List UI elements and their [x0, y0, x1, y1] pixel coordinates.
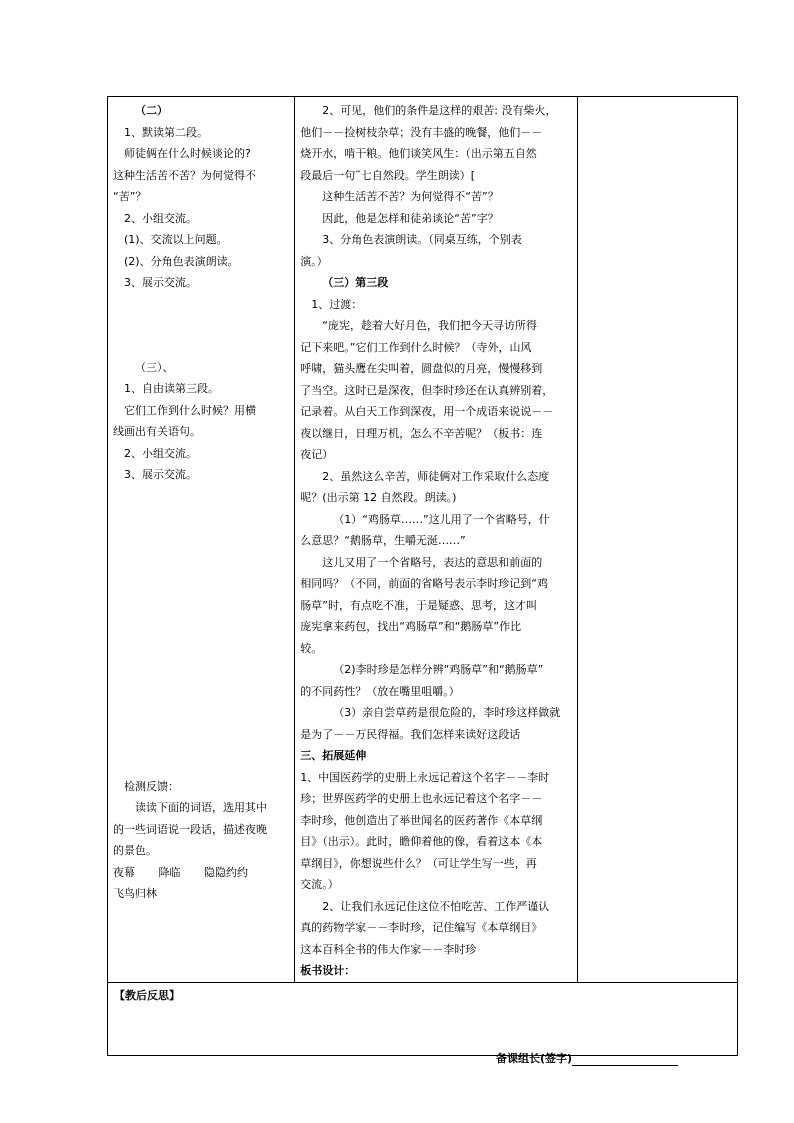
text-line: 师徒俩在什么时候谈论的? — [124, 147, 251, 160]
word-list — [113, 862, 289, 884]
text-line: 夜以继日，日理万机，怎么不辛苦呢？（板书：连 — [300, 426, 543, 440]
text-line: 的一些词语说一段话，描述夜晚 — [113, 822, 267, 836]
text-line: 草纲目》，你想说些什么？（可让学生写一些，再 — [300, 856, 537, 870]
text-line: 2、虽然这么辛苦，师徒俩对工作采取什么态度 — [322, 469, 550, 483]
text-line: 庞宪拿来药包，找出“鸡肠草”和“鹅肠草”作比 — [300, 620, 522, 633]
text-line: 这种生活苦不苦？为何觉得不 — [113, 168, 256, 182]
signature-line — [496, 1050, 678, 1066]
text-line: 是为了－－万民得福。我们怎样来读好这段话 — [300, 727, 521, 741]
notes-cell — [577, 97, 737, 983]
text-line: （2)李时珍是怎样分辨“鸡肠草”和“鹅肠草” — [333, 663, 544, 676]
text-line: 目》（出示）。此时，瞻仰着他的像，看着这本《本 — [300, 835, 543, 848]
text-line: 因此，他是怎样和徒弟谈论“苦”字？ — [322, 211, 499, 225]
reflection-heading: 【教后反思】 — [114, 988, 180, 1002]
text-line: 呼啸，猫头鹰在尖叫着，圆盘似的月亮，慢慢移到 — [300, 362, 543, 375]
section-heading: 三、拓展延伸 — [300, 749, 367, 762]
lesson-plan-table — [107, 96, 738, 1056]
text-line: 记录着。从白天工作到深夜，用一个成语来说说－－ — [300, 405, 554, 418]
text-line: 这种生活苦不苦？为何觉得不“苦”？ — [322, 190, 499, 203]
text-line: 的景色。 — [113, 844, 157, 857]
word-item: 隐隐约约 — [204, 865, 248, 879]
text-line: 记下来吧。”它们工作到什么时候？（寺外，山风 — [300, 340, 532, 354]
text-line: 1、中国医药学的史册上永远记着这个名字－－李时 — [300, 770, 550, 784]
text-line: 交流。） — [300, 878, 339, 891]
text-line: 的不同药性？（放在嘴里咀嚼。） — [300, 684, 460, 698]
text-line: “苦”？ — [113, 190, 147, 203]
text-line: 珍；世界医药学的史册上也永远记着这个名字－－ — [300, 792, 543, 805]
text-line: 李时珍，他创造出了举世闻名的医药著作《本草纲 — [300, 813, 543, 827]
text-line: (2)、分角色表演朗读。 — [124, 254, 239, 268]
text-line: 了当空。这时已是深夜，但李时珍还在认真辨别着， — [300, 383, 554, 397]
student-activity-cell — [108, 97, 295, 983]
text-line: 1、过渡： — [311, 297, 363, 311]
text-line: 它们工作到什么时候？用横 — [124, 403, 256, 417]
section-heading: （二） — [135, 104, 168, 117]
text-line: 相同吗？（不同，前面的省略号表示李时珍记到“鸡 — [300, 577, 548, 590]
text-line: （1）“鸡肠草……”这儿用了一个省略号，什 — [333, 512, 550, 526]
text-line: 这本百科全书的伟大作家－－李时珍 — [300, 942, 477, 956]
text-line: 2、可见，他们的条件是这样的艰苦: 没有柴火， — [322, 104, 557, 117]
feedback-heading: 检测反馈： — [124, 779, 179, 793]
table-row — [108, 97, 738, 983]
table-row — [108, 982, 738, 1055]
text-line: 真的药物学家－－李时珍，记住编写《本草纲目》 — [300, 921, 543, 934]
text-line: 1、自由读第三段。 — [124, 382, 219, 395]
text-line: 呢？(出示第 12 自然段。朗读。) — [300, 491, 457, 504]
spacer — [113, 294, 289, 337]
teacher-activity-cell — [295, 97, 577, 983]
section-heading: （三）第三段 — [322, 276, 389, 289]
text-line: 夜记） — [300, 448, 334, 461]
section-heading: （三）、 — [135, 360, 174, 374]
text-line: 1、默读第二段。 — [124, 125, 208, 139]
text-line: (1)、交流以上问题。 — [124, 233, 228, 246]
text-line: 肠草”时，有点吃不准，于是疑惑、思考，这才叫 — [300, 598, 537, 612]
text-line: “庞宪，趁着大好月色，我们把今天寻访所得 — [322, 319, 537, 332]
reflection-cell — [108, 982, 738, 1055]
word-item: 降临 — [158, 865, 181, 879]
word-item: 夜幕 — [113, 865, 135, 879]
text-line: 3、展示交流。 — [124, 468, 197, 481]
text-line: 3、分角色表演朗读。（同桌互练，个别表 — [322, 233, 522, 246]
text-line: 烧开水，啃干粮。他们谈笑风生：（出示第五自然 — [300, 147, 537, 160]
word-item: 飞鸟归林 — [113, 887, 157, 900]
text-line: 2、小组交流。 — [124, 211, 197, 225]
text-line: 2、小组交流。 — [124, 446, 197, 460]
signature-blank — [572, 1053, 678, 1066]
text-line: 演。） — [300, 254, 328, 268]
text-line: 这儿又用了一个省略号，表达的意思和前面的 — [322, 555, 543, 569]
text-line: 段最后一句˜七自然段。学生朗读）[ — [300, 168, 476, 182]
text-line: （3）亲自尝草药是很危险的，李时珍这样做就 — [333, 706, 561, 719]
text-line: 读读下面的词语，选用其中 — [135, 801, 267, 814]
board-design-heading: 板书设计： — [300, 964, 356, 977]
text-line: 3、展示交流。 — [124, 276, 197, 289]
text-line: 他们－－捡树枝杂草；没有丰盛的晚餐，他们－－ — [300, 125, 543, 139]
text-line: 线画出有关语句。 — [113, 425, 201, 438]
text-line: 么意思？“鹅肠草，生嚼无涎……” — [300, 534, 466, 547]
text-line: 较。 — [300, 641, 323, 655]
signature-label: 备课组长(签字) — [496, 1052, 573, 1065]
spacer — [113, 486, 289, 776]
text-line: 2、让我们永远记住这位不怕吃苦、工作严谨认 — [322, 899, 550, 913]
